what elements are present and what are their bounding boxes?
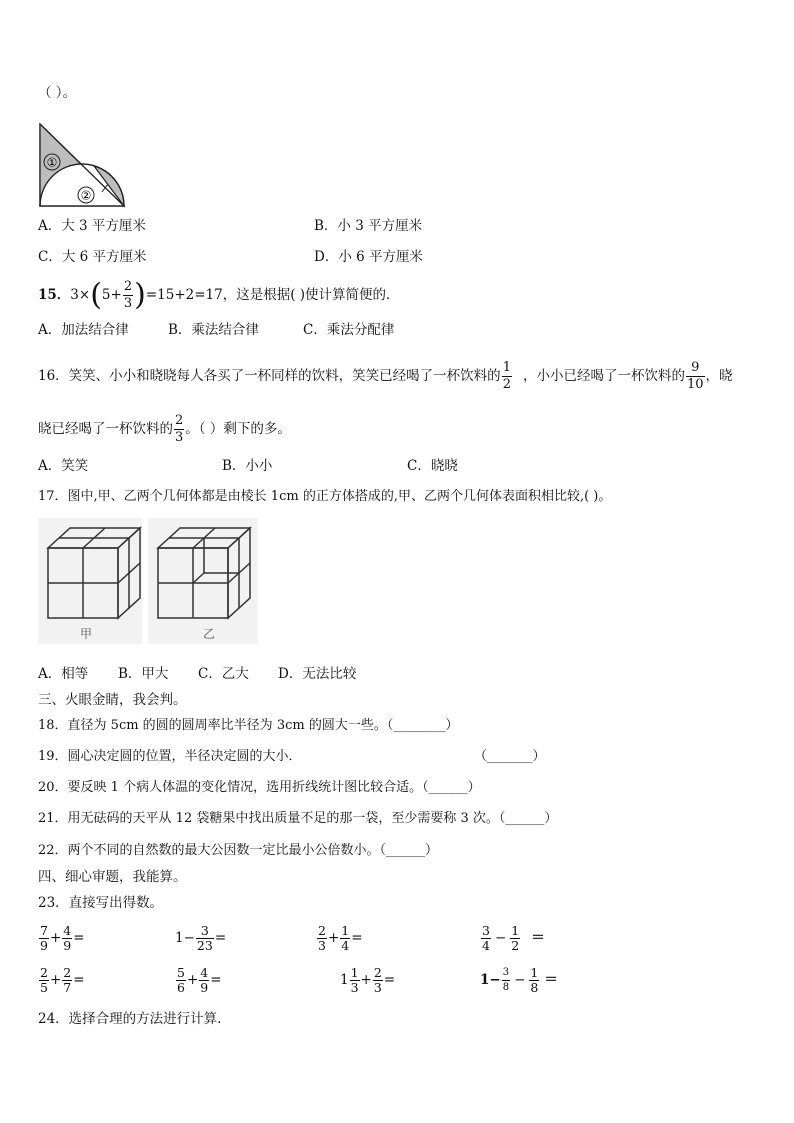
q15-number: 15． (38, 287, 71, 303)
q24-stem: 24．选择合理的方法进行计算. (38, 1011, 222, 1027)
q17-option-d[interactable]: D．无法比较 (278, 666, 357, 682)
q16-option-b[interactable]: B．小小 (222, 458, 273, 474)
q14-option-d[interactable]: D．小 6 平方厘米 (314, 249, 423, 265)
q15-option-a[interactable]: A．加法结合律 (38, 322, 129, 338)
q15-fraction: $\frac{2}{3}$ (123, 279, 133, 311)
q19-stem: 19．圆心决定圆的位置，半径决定圆的大小． (38, 749, 302, 764)
q15-stem (38, 277, 400, 314)
cube-jia-label: 甲 (80, 627, 93, 641)
q16-text-b: ，小小已经喝了一杯饮料的 (522, 368, 685, 384)
q16-option-a[interactable]: A．笑笑 (38, 458, 89, 474)
q23-expr-r2c4: 1− $\frac{3}{8}$ − $\frac{1}{8}$ ＝ (480, 965, 558, 995)
q17-stem: 17．图中,甲、乙两个几何体都是由棱长 1cm 的正方体搭成的,甲、乙两个几何体表面积相比较,( )。 (38, 489, 612, 504)
q15-inner: 5+ (101, 287, 122, 303)
q23-expr-r1c3: $\frac{2}{3}$ + $\frac{1}{4}$ = (318, 923, 363, 953)
fraction: $\frac{2}{5}$ (40, 965, 48, 995)
q16-fraction-2: $\frac{9}{10}$ (686, 360, 704, 392)
q23-expr-r1c2: 1− $\frac{3}{23}$ = (175, 923, 227, 953)
q16-line-2 (38, 409, 291, 449)
fraction: $\frac{2}{3}$ (373, 965, 382, 995)
q20-stem: 20．要反映 1 个病人体温的变化情况，选用折线统计图比较合适。（______） (38, 780, 481, 795)
fraction: $\frac{1}{2}$ (511, 923, 520, 953)
q16-text-d: 晓已经喝了一杯饮料的 (38, 421, 173, 437)
q15-option-c[interactable]: C．乘法分配律 (303, 322, 395, 338)
q16-text-e: 。（ ）剩下的多。 (185, 421, 291, 437)
fraction: $\frac{1}{4}$ (341, 923, 350, 953)
q17-option-b[interactable]: B．甲大 (118, 666, 169, 682)
section-4-heading: 四、细心审题，我能算。 (38, 869, 187, 885)
q23-expr-r1c4: $\frac{3}{4}$ − $\frac{1}{2}$ ＝ (482, 923, 545, 953)
q14-option-a[interactable]: A．大 3 平方厘米 (38, 218, 146, 234)
region-1-label: ① (46, 155, 58, 170)
q21-stem: 21．用无砝码的天平从 12 袋糖果中找出质量不足的那一袋，至少需要称 3 次。（______） (38, 811, 558, 826)
q14-option-c[interactable]: C．大 6 平方厘米 (38, 249, 147, 265)
section-3-heading: 三、火眼金睛，我会判。 (38, 692, 187, 708)
q16-option-c[interactable]: C．晓晓 (407, 458, 458, 474)
q16-text-a: 16．笑笑、小小和晓晓每人各买了一杯同样的饮料，笑笑已经喝了一杯饮料的 (38, 368, 501, 384)
q19-answer-blank[interactable]: （_______） (474, 749, 546, 764)
fraction: $\frac{7}{9}$ (40, 923, 48, 953)
q16-fraction-1: $\frac{1}{2}$ (502, 360, 511, 392)
q16-line-1 (38, 356, 733, 396)
fraction: $\frac{2}{3}$ (318, 923, 326, 953)
q16-fraction-3: $\frac{2}{3}$ (175, 413, 184, 445)
fraction: $\frac{1}{8}$ (530, 965, 539, 995)
q15-option-b[interactable]: B．乘法结合律 (168, 322, 259, 338)
q23-expr-r2c3: 1 $\frac{1}{3}$ + $\frac{2}{3}$ = (340, 965, 396, 995)
top-line: （ ）。 (38, 85, 77, 101)
q23-expr-r2c1: $\frac{2}{5}$ + $\frac{2}{7}$ = (40, 965, 85, 995)
fraction: $\frac{3}{8}$ (502, 967, 510, 993)
q17-option-c[interactable]: C．乙大 (198, 666, 249, 682)
triangle-semicircle-figure (36, 122, 130, 212)
q15-post: =15+2=17，这是根据( )使计算简便的． (145, 287, 400, 303)
cube-yi-label: 乙 (203, 627, 216, 641)
cube-jia-figure (38, 518, 142, 644)
q23-expr-r1c1: $\frac{7}{9}$ + $\frac{4}{9}$ = (40, 923, 85, 953)
cube-yi-figure (148, 518, 258, 644)
q16-text-c: ，晓 (705, 368, 733, 384)
q15-pre: 3× (70, 287, 91, 303)
q14-option-b[interactable]: B．小 3 平方厘米 (314, 218, 423, 234)
q23-title: 23．直接写出得数。 (38, 895, 164, 911)
region-2-label: ② (80, 188, 92, 203)
fraction: $\frac{5}{6}$ (177, 965, 185, 995)
q18-stem: 18．直径为 5cm 的圆的圆周率比半径为 3cm 的圆大一些。（________） (38, 718, 459, 733)
fraction: $\frac{3}{4}$ (482, 923, 490, 953)
fraction: $\frac{4}{9}$ (63, 923, 72, 953)
right-paren: ) (134, 277, 146, 313)
fraction: $\frac{3}{23}$ (196, 923, 213, 953)
fraction: $\frac{2}{7}$ (63, 965, 72, 995)
fraction: $\frac{4}{9}$ (200, 965, 209, 995)
q22-stem: 22．两个不同的自然数的最大公因数一定比最小公倍数小。（______） (38, 843, 439, 858)
left-paren: ( (90, 277, 102, 313)
q17-option-a[interactable]: A．相等 (38, 666, 89, 682)
q23-expr-r2c2: $\frac{5}{6}$ + $\frac{4}{9}$ = (177, 965, 222, 995)
fraction: $\frac{1}{3}$ (350, 965, 359, 995)
